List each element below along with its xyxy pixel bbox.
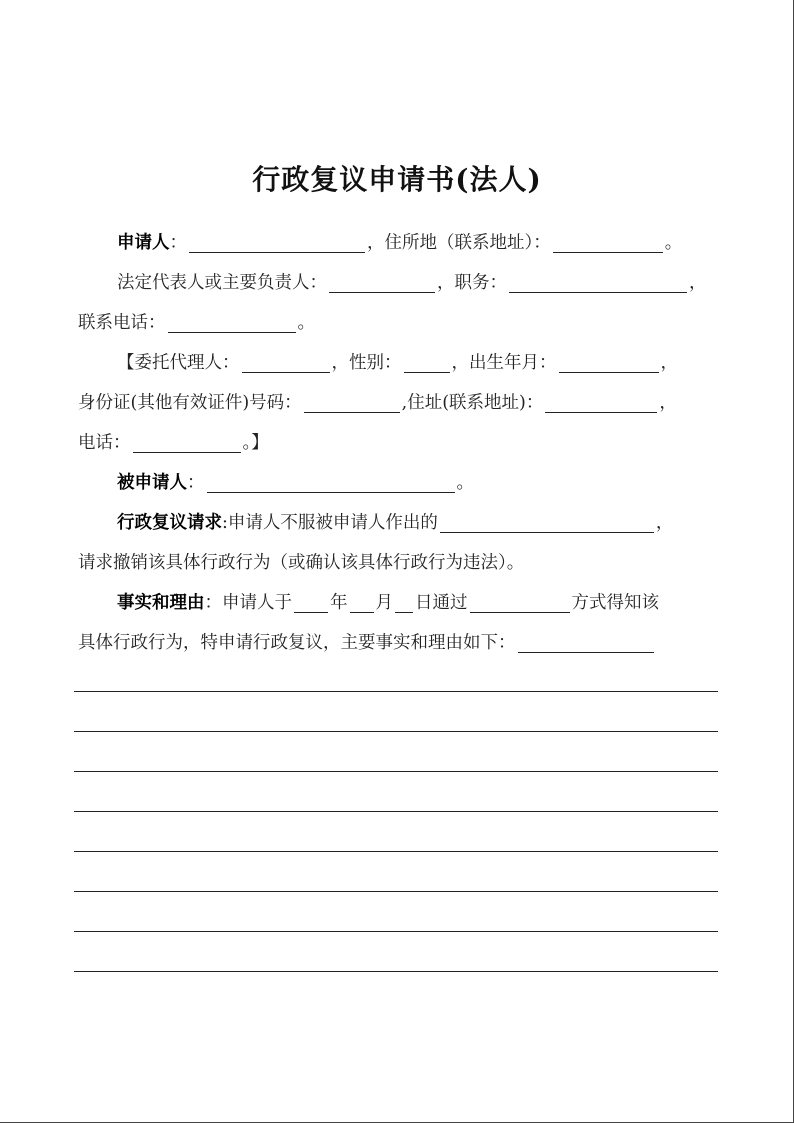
- agent-addr-field[interactable]: [545, 392, 657, 413]
- facts-method-field[interactable]: [470, 592, 570, 613]
- agent-name-field[interactable]: [242, 352, 330, 373]
- applicant-name-field[interactable]: [189, 232, 365, 253]
- facts-blank-line[interactable]: [74, 931, 718, 932]
- agent-id-field[interactable]: [304, 392, 400, 413]
- facts-blank-line[interactable]: [74, 851, 718, 852]
- respondent-label: 被申请人: [117, 473, 187, 493]
- applicant-address-label: ，住所地（联系地址）：: [367, 233, 551, 253]
- applicant-end: 。: [664, 233, 683, 253]
- legal-rep-label: 法定代表人或主要负责人：: [117, 273, 327, 293]
- facts-day-label: 日通过: [415, 593, 468, 613]
- agent-label: 【委托代理人：: [117, 353, 240, 373]
- facts-text-1: ：申请人于: [204, 593, 292, 613]
- facts-month-field[interactable]: [350, 592, 374, 613]
- facts-label: 事实和理由: [117, 593, 205, 613]
- request-act-field[interactable]: [440, 512, 654, 533]
- legal-rep-end: ，: [689, 273, 707, 293]
- respondent-name-field[interactable]: [207, 472, 455, 493]
- respondent-end: 。: [456, 473, 474, 493]
- facts-text-2: 方式得知该: [571, 593, 659, 613]
- legal-rep-phone-label: 联系电话：: [78, 313, 166, 333]
- agent-end: ，: [660, 353, 678, 373]
- respondent-line: [117, 470, 718, 496]
- agent-gender-label: ，性别：: [331, 353, 402, 373]
- applicant-label: 申请人: [117, 233, 170, 253]
- agent-addr-label: ,住址(联系地址)：: [401, 393, 544, 413]
- facts-year-field[interactable]: [294, 592, 328, 613]
- facts-first-field[interactable]: [518, 632, 654, 653]
- agent-id-label: 身份证(其他有效证件)号码：: [78, 393, 302, 413]
- agent-gender-field[interactable]: [404, 352, 450, 373]
- legal-rep-line: [117, 270, 718, 296]
- legal-rep-phone-field[interactable]: [168, 312, 296, 333]
- facts-month-label: 月: [375, 593, 393, 613]
- facts-blank-line[interactable]: [74, 811, 718, 812]
- page-title: 行政复议申请书(法人): [252, 163, 542, 196]
- request-line: [117, 510, 718, 536]
- agent-phone-label: 电话：: [78, 433, 131, 453]
- facts-line: [117, 590, 718, 616]
- facts-line-2: [78, 630, 718, 656]
- agent-addr-end: ，: [659, 393, 677, 413]
- facts-blank-line[interactable]: [74, 731, 718, 732]
- respondent-colon: ：: [187, 473, 205, 493]
- request-line-2: [78, 550, 718, 576]
- applicant-line: [117, 230, 718, 256]
- request-text-2: 请求撤销该具体行政行为（或确认该具体行政行为违法）。: [78, 553, 525, 573]
- agent-birth-field[interactable]: [559, 352, 659, 373]
- facts-blank-line[interactable]: [74, 971, 718, 972]
- legal-rep-position-label: ，职务：: [437, 273, 507, 293]
- facts-year-label: 年: [330, 593, 348, 613]
- agent-phone-line: [78, 430, 718, 456]
- facts-text-3: 具体行政行为，特申请行政复议，主要事实和理由如下：: [78, 633, 516, 653]
- facts-blank-line[interactable]: [74, 891, 718, 892]
- request-label: 行政复议请求: [117, 513, 222, 533]
- agent-phone-field[interactable]: [133, 432, 241, 453]
- agent-birth-label: ，出生年月：: [451, 353, 557, 373]
- legal-rep-phone-line: [78, 310, 718, 336]
- request-text: :申请人不服被申请人作出的: [222, 513, 438, 533]
- facts-day-field[interactable]: [395, 592, 413, 613]
- agent-id-line: [78, 390, 718, 416]
- agent-line: [117, 350, 718, 376]
- legal-rep-phone-end: 。: [297, 313, 315, 333]
- applicant-colon: ：: [169, 233, 187, 253]
- facts-blank-line[interactable]: [74, 691, 718, 692]
- legal-rep-name-field[interactable]: [329, 272, 435, 293]
- facts-blank-line[interactable]: [74, 771, 718, 772]
- agent-phone-end: 。】: [242, 433, 269, 453]
- legal-rep-position-field[interactable]: [509, 272, 687, 293]
- applicant-address-field[interactable]: [553, 232, 663, 253]
- request-end: ，: [655, 513, 674, 533]
